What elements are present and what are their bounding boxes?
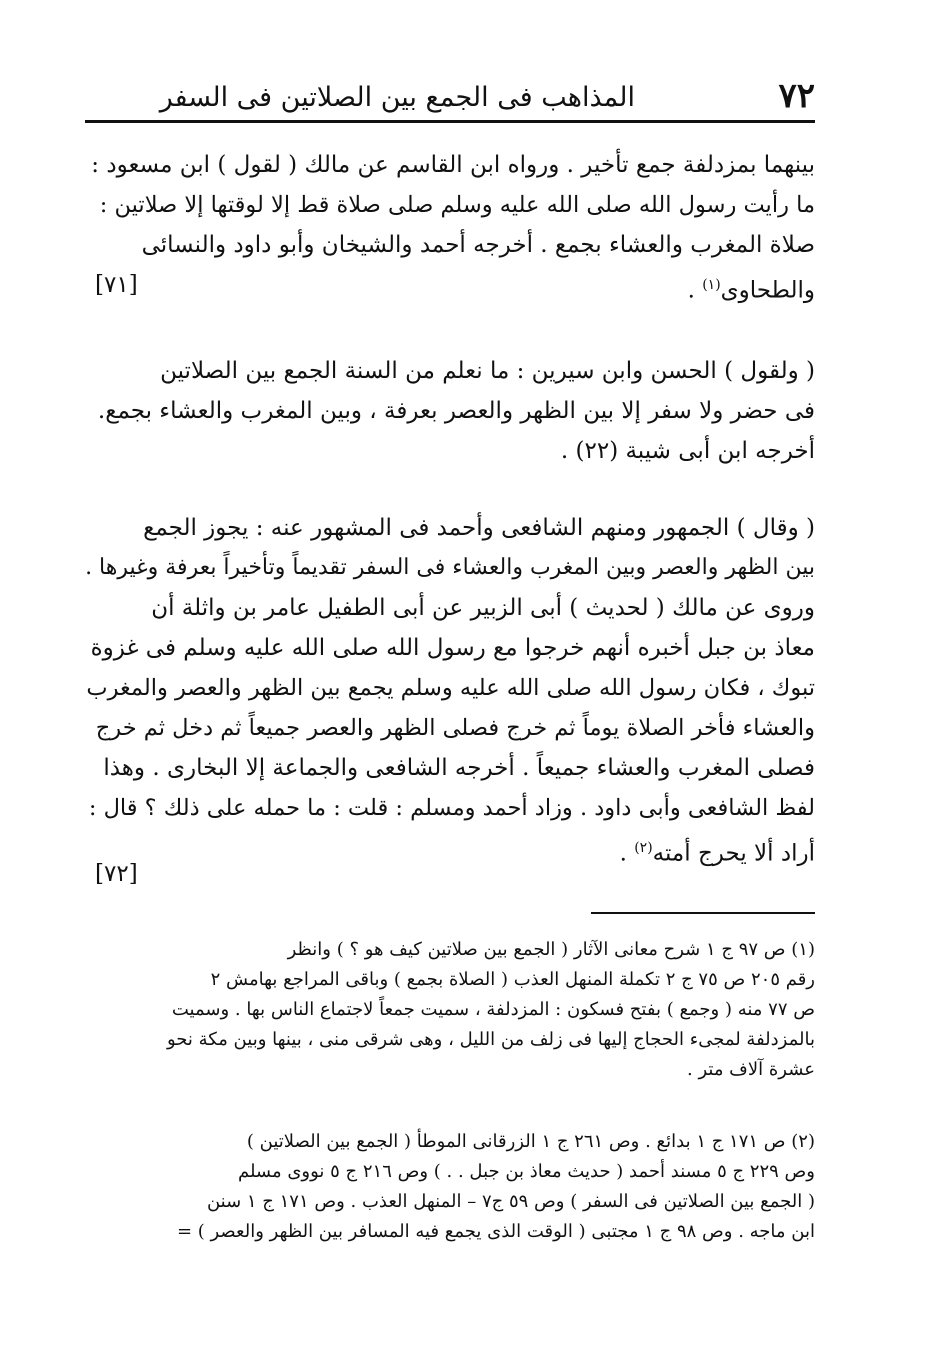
footnote-separator [591,912,815,914]
text-line: معاذ بن جبل أخبره أنهم خرجوا مع رسول الله صلى الله عليه وسلم فى غزوة [90,635,815,661]
paragraph-1 [85,145,815,305]
page [85,0,815,1354]
text-line-content: والطحاوى [720,277,815,304]
footnote-line: ص ٧٧ منه ( وجمع ) بفتح فسكون : المزدلفة ، سميت جمعاً لاجتماع الناس بها . وسميت [171,999,815,1020]
text-line: ( وقال ) الجمهور ومنهم الشافعى وأحمد فى المشهور عنه : يجوز الجمع [143,515,815,541]
footnote-2 [85,1127,815,1247]
text-line-last: أراد ألا يحرج أمته$^{(٢)}$ . [619,840,815,867]
running-title: المذاهب فى الجمع بين الصلاتين فى السفر [159,82,635,113]
footnote-line: رقم ٢٠٥ ص ٧٥ ج ٢ تكملة المنهل العذب ( الصلاة بجمع ) وباقى المراجع بهامش ٢ [210,969,815,990]
footnote-marker: (١) [702,277,721,293]
paragraph-2 [85,351,815,471]
text-line: بينهما بمزدلفة جمع تأخير . ورواه ابن القاسم عن مالك ( لقول ) ابن مسعود : [91,152,815,178]
page-number: ٧٢ [778,76,815,116]
text-line-last: والطحاوى$^{(١)}$ . [687,277,815,304]
footnote-line: ( الجمع بين الصلاتين فى السفر ) وص ٥٩ ج٧ – المنهل العذب . وص ١٧١ ج ١ سنن [206,1191,815,1212]
footnote-line: وص ٢٢٩ ج ٥ مسند أحمد ( حديث معاذ بن جبل . . ) وص ٢١٦ ج ٥ نووى مسلم [237,1161,815,1182]
text-line: ما رأيت رسول الله صلى الله عليه وسلم صلى صلاة قط إلا لوقتها إلا صلاتين : [99,192,815,218]
text-line: فصلى المغرب والعشاء جميعاً . أخرجه الشافعى والجماعة إلا البخارى . وهذا [103,755,815,781]
footnote-line: عشرة آلاف متر . [687,1059,815,1080]
footnote-1 [85,935,815,1085]
page-header [85,72,815,120]
hadith-number: [٧١] [95,272,138,298]
text-line: فى حضر ولا سفر إلا بين الظهر والعصر بعرفة ، وبين المغرب والعشاء بجمع. [97,398,815,424]
text-line: أخرجه ابن أبى شيبة (٢٢) . [560,438,815,464]
text-line: بين الظهر والعصر وبين المغرب والعشاء فى السفر تقديماً وتأخيراً بعرفة وغيرها . [85,555,815,580]
hadith-number: [٧٢] [95,861,138,887]
text-line: ( ولقول ) الحسن وابن سيرين : ما نعلم من السنة الجمع بين الصلاتين [160,358,815,384]
text-line: وروى عن مالك ( لحديث ) أبى الزبير عن أبى الطفيل عامر بن واثلة أن [151,595,815,621]
text-line: لفظ الشافعى وأبى داود . وزاد أحمد ومسلم : قلت : ما حمله على ذلك ؟ قال : [88,795,815,821]
footnote-marker: (٢) [634,840,653,856]
paragraph-3 [85,508,815,868]
footnote-line: (٢) ص ١٧١ ج ١ بدائع . وص ٢٦١ ج ١ الزرقانى الموطأ ( الجمع بين الصلاتين ) [246,1131,815,1152]
footnote-line: بالمزدلفة لمجىء الحجاج إليها فى زلف من الليل ، وهى شرقى منى ، بينها وبين مكة نحو [166,1029,815,1050]
text-line: تبوك ، فكان رسول الله صلى الله عليه وسلم يجمع بين الظهر والعصر والمغرب [86,675,815,701]
header-rule [85,120,815,123]
footnote-line: ابن ماجه . وص ٩٨ ج ١ مجتبى ( الوقت الذى يجمع فيه المسافر بين الظهر والعصر ) = [176,1221,815,1242]
footnote-line: (١) ص ٩٧ ج ١ شرح معانى الآثار ( الجمع بين صلاتين كيف هو ؟ ) وانظر [287,939,815,960]
text-line: والعشاء فأخر الصلاة يوماً ثم خرج فصلى الظهر والعصر جميعاً ثم دخل ثم خرج [95,715,815,741]
text-line: صلاة المغرب والعشاء بجمع . أخرجه أحمد والشيخان وأبو داود والنسائى [141,232,815,258]
text-line-content: أراد ألا يحرج أمته [652,840,815,867]
